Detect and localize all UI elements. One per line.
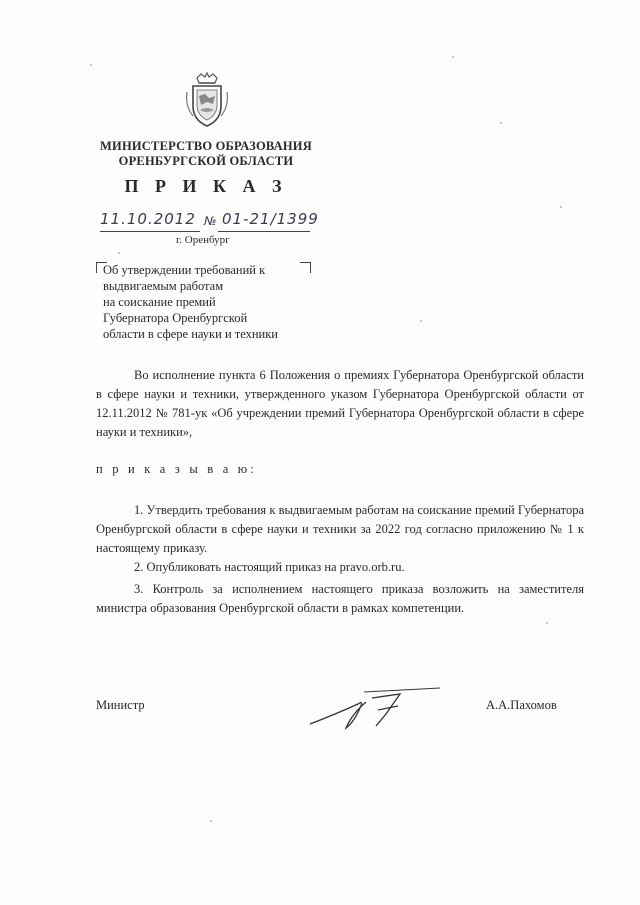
preamble-paragraph: Во исполнение пункта 6 Положения о премиях Губернатора Оренбургской области в сфере науки и техники, утвержденного указом Губернатора Оренбургской области от 12.11.2012 № 781-ук «Об учреждении премий Губернатора Оренбургской области в сфере науки и техники», [96,368,584,439]
scan-speck [500,122,502,124]
order-number: 01-21/1399 [222,210,319,228]
subject-line: Об утверждении требований к [103,263,266,277]
order-title: П Р И К А З [124,176,288,196]
ministry-name [96,139,316,169]
subject-line: области в сфере науки и техники [103,327,278,341]
handwritten-signature [306,684,446,732]
subject-line: выдвигаемым работам [103,279,224,293]
scan-speck [420,320,422,322]
date-underline [100,231,200,232]
order-date: 11.10.2012 [100,210,196,228]
order-item-1: 1. Утвердить требования к выдвигаемым работам на соискание премий Губернатора Оренбургской области в сфере науки и техники за 2022 год согласно приложению № 1 к настоящему приказу. [96,503,584,555]
number-sign: № [204,214,218,228]
order-verb: п р и к а з ы в а ю: [96,462,257,476]
order-item-3: 3. Контроль за исполнением настоящего приказа возложить на заместителя министра образования Оренбургской области в рамках компетенции. [96,582,584,615]
scan-speck [560,206,562,208]
scan-speck [452,56,454,58]
coat-of-arms-emblem [183,72,231,130]
signer-position: Министр [96,698,145,712]
subject-line: на соискание премий [103,295,216,309]
subject-line: Губернатора Оренбургской [103,311,248,325]
order-item-2: 2. Опубликовать настоящий приказ на pravo.orb.ru. [134,560,405,574]
scan-speck [210,820,212,822]
order-date-number [100,210,320,234]
signatory-name: А.А.Пахомов [486,698,557,712]
number-underline [218,231,310,232]
order-subject [103,262,333,342]
ministry-name-line2: ОРЕНБУРГСКОЙ ОБЛАСТИ [118,154,294,168]
scan-speck [546,622,548,624]
city-label: г. Оренбург [176,234,230,246]
scan-speck [90,64,92,66]
scan-speck [118,252,120,254]
ministry-name-line1: МИНИСТЕРСТВО ОБРАЗОВАНИЯ [100,139,312,153]
